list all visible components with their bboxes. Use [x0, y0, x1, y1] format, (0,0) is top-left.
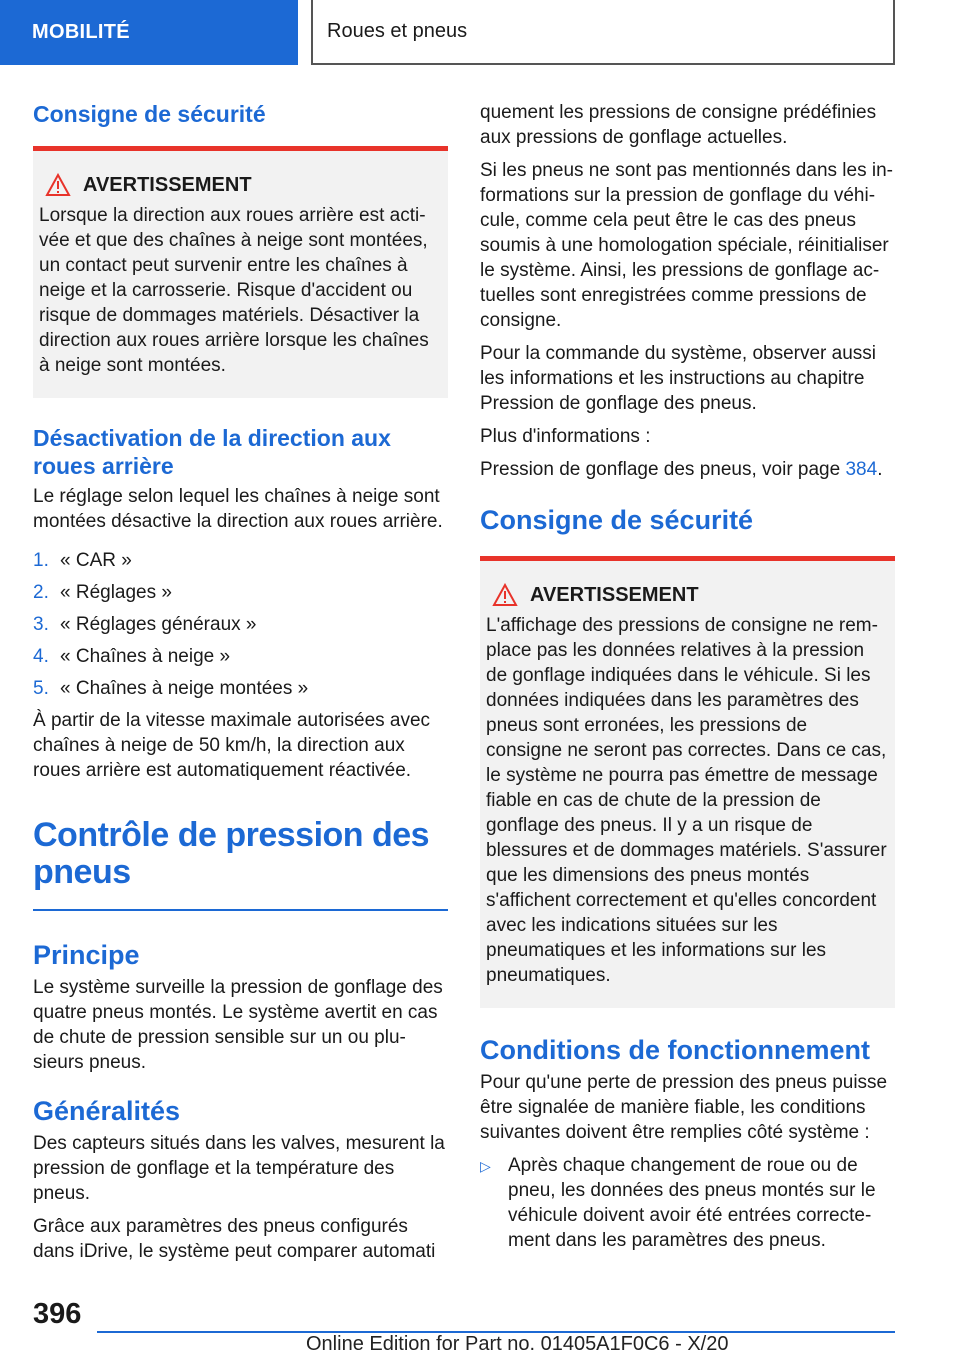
command-text: Pour la commande du système, observer aussi les informations et les instructions au chapitre Pression de gonflage des pneus. — [480, 343, 877, 414]
bullet-text: Après chaque changement de roue ou de pneu, les données des pneus montés sur le véhicule doivent avoir été entrées correctement dans les paramètres des pneus. — [508, 1155, 876, 1251]
list-item — [33, 644, 448, 669]
main-heading: Contrôle de pression des pneus — [33, 816, 430, 891]
deactivation-heading: Désactivation de la direction aux roues arrière — [33, 425, 391, 479]
principle-text: Le système surveille la pression de gonflage des quatre pneus montés. Le système avertit en cas de chute de pression sensible sur un ou plusieurs pneus. — [33, 977, 443, 1073]
heading-rule — [33, 909, 448, 911]
warning-title: AVERTISSEMENT — [83, 173, 252, 196]
step-text: « CAR » — [60, 550, 132, 571]
step-text: « Chaînes à neige montées » — [60, 678, 309, 699]
deactivation-text: Le réglage selon lequel les chaînes à neige sont montées désactive la direction aux roues arrière. — [33, 486, 443, 532]
step-text: « Chaînes à neige » — [60, 646, 231, 667]
right-column — [480, 100, 895, 1253]
warning-text: Lorsque la direction aux roues arrière est activée et que des chaînes à neige sont montées, un contact peut survenir entre les chaînes à neige et la carrosserie. Risque d'accident ou risque de dommages matériels. Désactiver la direction aux roues arrière lorsque les chaînes à neige sont montées. — [39, 205, 429, 376]
general-heading: Généralités — [33, 1096, 181, 1126]
step-number: 2. — [33, 582, 49, 603]
chapter-title-bar — [311, 0, 895, 65]
continuation-text: quement les pressions de consigne prédéfinies aux pressions de gonflage actuelles. — [480, 102, 877, 148]
warning-header — [39, 173, 440, 197]
tires-text: Si les pneus ne sont pas mentionnés dans les informations sur la pression de gonflage du véhicule, comme cela peut être le cas des pneus soumis à une homologation spéciale, réinitialiser le système. Ainsi, les pressions de gonflage actuelles sont enregistrées comme pressions de consigne. — [480, 160, 893, 331]
step-text: « Réglages » — [60, 582, 172, 603]
safety-heading: Consigne de sécurité — [33, 101, 266, 127]
warning-header — [486, 583, 887, 607]
principle-heading: Principe — [33, 940, 140, 970]
section-label: MOBILITÉ — [32, 21, 130, 43]
warning-box — [480, 561, 895, 1008]
warning-box — [33, 151, 448, 398]
safety-heading: Consigne de sécurité — [480, 505, 754, 535]
reference-line — [480, 457, 895, 482]
step-number: 5. — [33, 678, 49, 699]
general-text: Des capteurs situés dans les valves, mesurent la pression de gonflage et la température des pneus. — [33, 1133, 445, 1204]
step-text: « Réglages généraux » — [60, 614, 257, 635]
step-number: 1. — [33, 550, 49, 571]
page-number: 396 — [33, 1298, 82, 1330]
left-column — [33, 100, 448, 1272]
warning-triangle-icon — [492, 583, 518, 607]
warning-text: L'affichage des pressions de consigne ne remplace pas les données relatives à la pression de gonflage indiquées dans le véhicule. Si les données indiquées dans les paramètres des pneus sont erronées, les pressions de consigne ne seront pas correctes. Dans ce cas, le système ne pourra pas émettre de message fiable en cas de chute de la pression de gonflage des pneus. Il y a un risque de blessures et de dommages matériels. S'assurer que les dimensions des pneus montés s'affichent correctement et qu'elles concordent avec les indications situées sur les pneumatiques et les informations sur les pneumatiques. — [486, 615, 887, 986]
conditions-list — [480, 1153, 895, 1253]
reactivation-text: À partir de la vitesse maximale autorisées avec chaînes à neige de 50 km/h, la direction aux roues arrière est automatiquement réactivée. — [33, 710, 431, 781]
chapter-title: Roues et pneus — [327, 20, 468, 42]
steps-list — [33, 548, 448, 701]
triangle-bullet-icon: ▷ — [480, 1158, 491, 1174]
list-item — [33, 612, 448, 637]
section-tab — [0, 0, 298, 65]
page-link[interactable]: 384 — [845, 459, 878, 480]
footer-edition: Online Edition for Part no. 01405A1F0C6 - X/20 — [306, 1333, 729, 1355]
general-text: Grâce aux paramètres des pneus configurés dans iDrive, le système peut comparer automati — [33, 1216, 436, 1262]
list-item — [480, 1153, 895, 1253]
list-item — [33, 548, 448, 573]
step-number: 4. — [33, 646, 49, 667]
step-number: 3. — [33, 614, 49, 635]
more-info-label: Plus d'informations : — [480, 426, 651, 447]
reference-text: Pression de gonflage des pneus, voir page — [480, 459, 846, 480]
list-item — [33, 676, 448, 701]
reference-end: . — [877, 459, 883, 480]
conditions-heading: Conditions de fonctionnement — [480, 1035, 870, 1065]
conditions-text: Pour qu'une perte de pression des pneus puisse être signalée de manière fiable, les conditions suivantes doivent être remplies côté système : — [480, 1072, 888, 1143]
warning-triangle-icon — [45, 173, 71, 197]
list-item — [33, 580, 448, 605]
warning-title: AVERTISSEMENT — [530, 583, 699, 606]
